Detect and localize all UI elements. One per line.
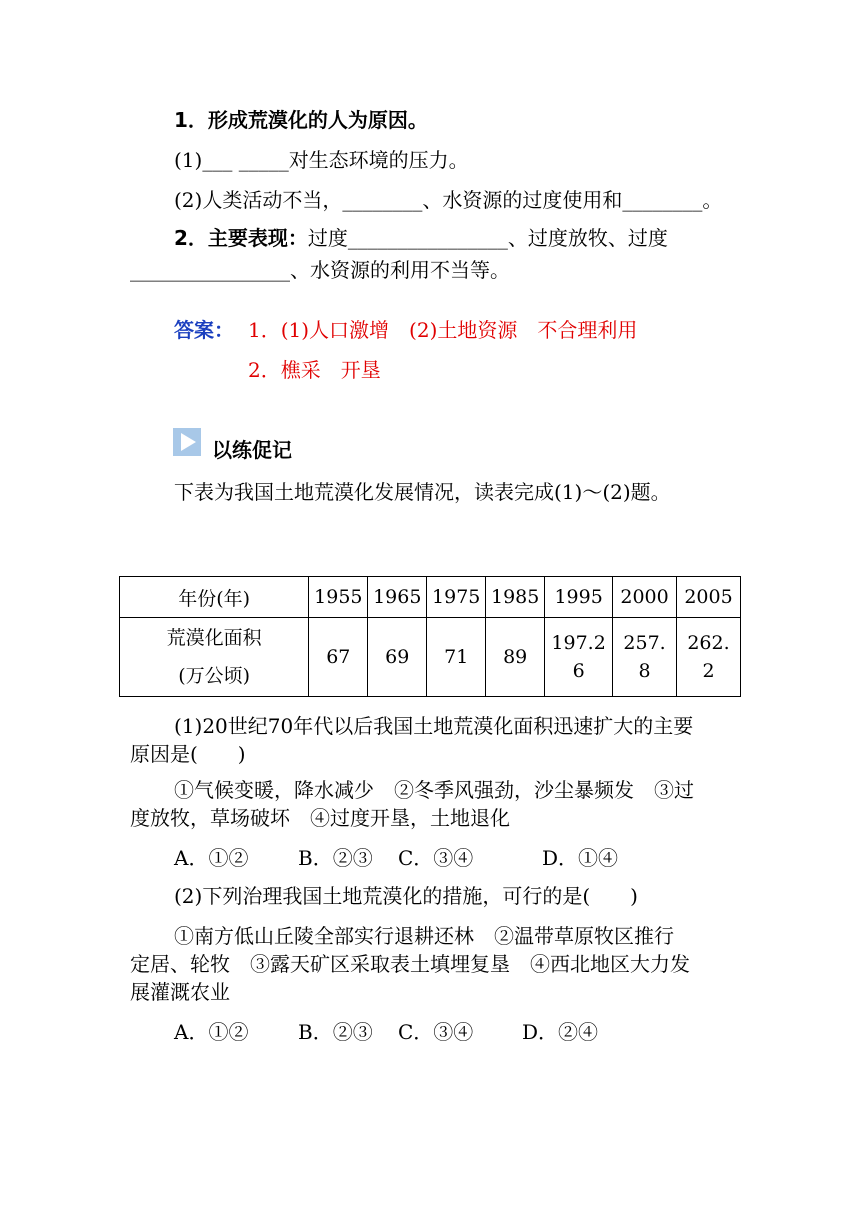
table-row <box>120 577 741 618</box>
item2-label: 2．主要表现： <box>174 226 308 250</box>
q1-options-b: 度放牧，草场破坏 ④过度开垦，土地退化 <box>130 806 510 830</box>
value-cell: 69 <box>368 618 427 697</box>
q1-choice-a: A．①② <box>174 846 249 870</box>
practice-intro: 下表为我国土地荒漠化发展情况，读表完成(1)～(2)题。 <box>174 480 671 504</box>
q2-choice-d: D．②④ <box>522 1020 599 1044</box>
header-label-cell: 年份(年) <box>120 577 309 618</box>
q2-choice-b: B．②③ <box>298 1020 373 1044</box>
answer-line2: 2．樵采 开垦 <box>248 358 381 382</box>
item1-title: 1．形成荒漠化的人为原因。 <box>174 108 428 132</box>
q2-stem: (2)下列治理我国土地荒漠化的措施，可行的是( ) <box>174 884 638 908</box>
item2-text-b: ________________、水资源的利用不当等。 <box>130 258 510 282</box>
row-label-line1: 荒漠化面积 <box>166 627 262 649</box>
row-label-line2: (万公顷) <box>178 665 251 687</box>
q2-options-b: 定居、轮牧 ③露天矿区采取表土填埋复垦 ④西北地区大力发 <box>130 952 690 976</box>
practice-heading: 以练促记 <box>212 438 292 462</box>
q2-options-c: 展灌溉农业 <box>130 980 230 1004</box>
value-cell: 262.2 <box>677 618 741 697</box>
item2-text-a: 过度________________、过度放牧、过度 <box>307 226 668 250</box>
year-cell: 1995 <box>545 577 613 618</box>
item1-sub1: (1)___ _____对生态环境的压力。 <box>174 148 469 172</box>
q1-choice-d: D．①④ <box>542 846 619 870</box>
value-cell: 89 <box>486 618 545 697</box>
row-label-cell <box>120 618 309 697</box>
year-cell: 2000 <box>613 577 677 618</box>
year-cell: 1955 <box>309 577 368 618</box>
q2-choice-c: C．③④ <box>398 1020 474 1044</box>
desertification-table <box>119 576 741 697</box>
year-cell: 2005 <box>677 577 741 618</box>
q2-options-a: ①南方低山丘陵全部实行退耕还林 ②温带草原牧区推行 <box>174 924 674 948</box>
q1-choice-c: C．③④ <box>398 846 474 870</box>
value-cell: 257.8 <box>613 618 677 697</box>
value-cell: 71 <box>427 618 486 697</box>
q2-choice-a: A．①② <box>174 1020 249 1044</box>
item1-sub2: (2)人类活动不当，________、水资源的过度使用和________。 <box>174 188 723 212</box>
year-cell: 1965 <box>368 577 427 618</box>
q1-choice-b: B．②③ <box>298 846 373 870</box>
value-cell: 197.26 <box>545 618 613 697</box>
item2-line <box>174 224 668 252</box>
year-cell: 1975 <box>427 577 486 618</box>
q1-stem-b: 原因是( ) <box>130 742 246 766</box>
value-cell: 67 <box>309 618 368 697</box>
answer-label: 答案： <box>174 318 234 342</box>
table-row <box>120 618 741 697</box>
q1-options-a: ①气候变暖，降水减少 ②冬季风强劲，沙尘暴频发 ③过 <box>174 778 694 802</box>
q1-stem-a: (1)20世纪70年代以后我国土地荒漠化面积迅速扩大的主要 <box>174 714 694 738</box>
year-cell: 1985 <box>486 577 545 618</box>
play-triangle-icon <box>173 428 201 456</box>
answer-line1: 1．(1)人口激增 (2)土地资源 不合理利用 <box>248 318 638 342</box>
